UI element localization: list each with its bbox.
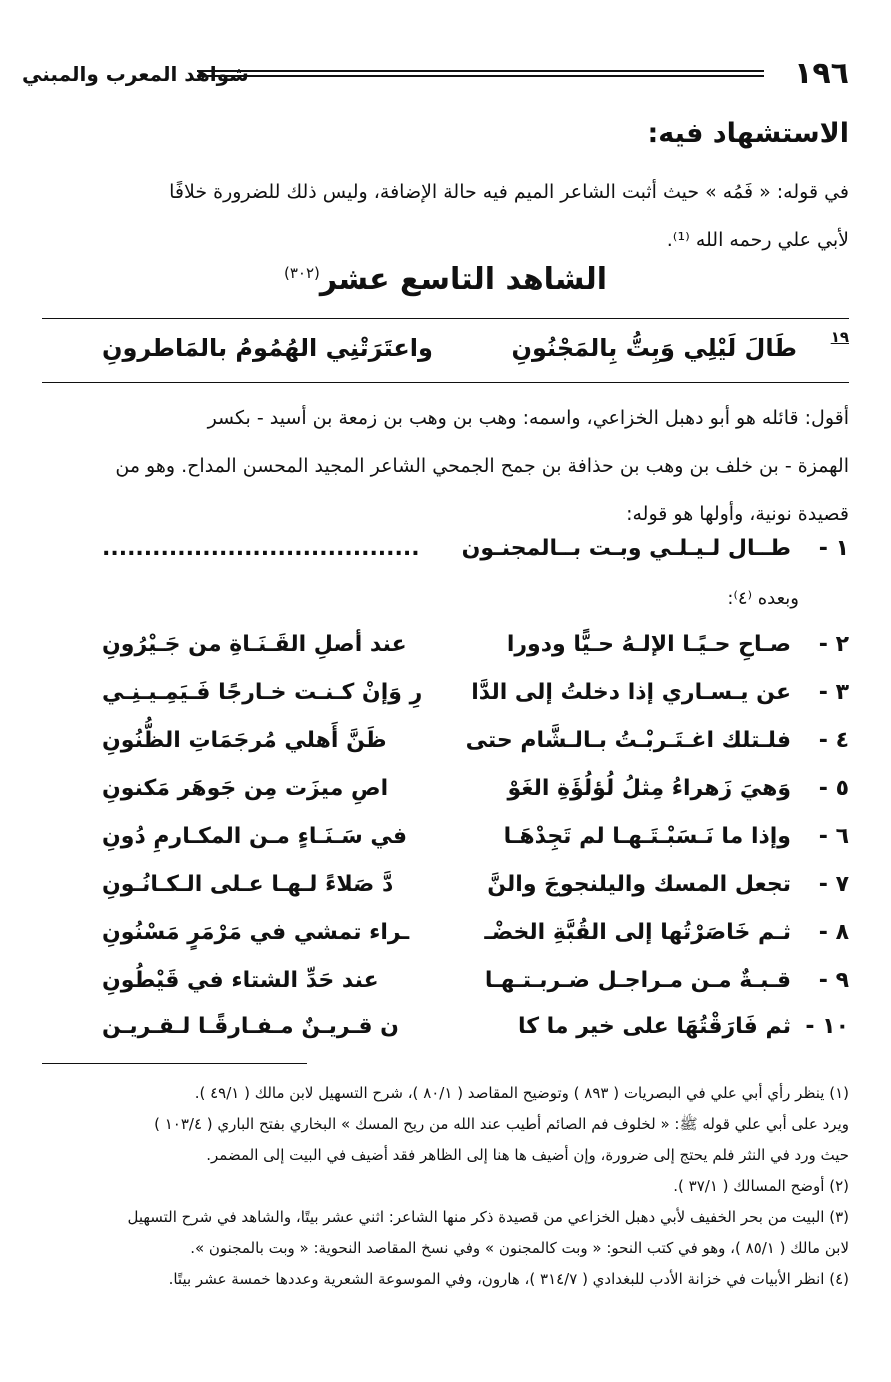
footnote-line: (٢) أوضح المسالك ( ٣٧/١ ). [673, 1177, 849, 1195]
shahid-title: الشاهد التاسع عشر [319, 262, 607, 297]
istishhad-line-1: في قوله: « فَمُه » حيث أثبت الشاعر الميم فيه حالة الإضافة، وليس ذلك للضرورة خلافًا [169, 181, 849, 203]
poem-line [42, 680, 849, 728]
poem-line-number: ١٠ - [805, 1014, 849, 1039]
poem-line [42, 1014, 849, 1062]
poem-hemistich-2: ن قـريـنٌ مـفـارقًـا لـقـريـن [102, 1014, 399, 1039]
poem-line-number: ٦ - [818, 824, 849, 849]
page-header [22, 54, 849, 94]
footnote-line: (١) ينظر رأي أبي علي في البصريات ( ٨٩٣ ) وتوضيح المقاصد ( ٨٠/١ )، شرح التسهيل لابن مالك ( ٤٩/١ ). [194, 1084, 849, 1102]
header-divider [197, 70, 764, 77]
poem-hemistich-2: دَّ صَلاءً لـهـا عـلى الـكـانُـونِ [102, 872, 394, 897]
poem-hemistich-1: فلـتلك اغـتَـربْـتُ بـالـشَّام حتى [465, 728, 791, 753]
poem-line [42, 824, 849, 872]
poem-line-number: ٨ - [818, 920, 849, 945]
verse-hemistich-1: طَالَ لَيْلِي وَبِتُّ بِالمَجْنُونِ [511, 334, 797, 362]
poem-hemistich-2: عند حَدِّ الشتاء في قَيْطُونِ [102, 968, 379, 993]
poem-hemistich-2: رِ وَإنْ كـنـت خـارجًا فَـيَمِـيـنِـي [102, 680, 423, 705]
poem-hemistich-1: عن يـسـاري إذا دخلتُ إلى الدَّا [471, 680, 791, 705]
poem-hemistich-1: طــال لـيـلـي وبـت بــالمجنـون [461, 536, 791, 561]
poem-line [42, 968, 849, 1016]
poem-line-number: ١ - [818, 536, 849, 561]
poem-hemistich-1: ثم فَارَقْتُهَا على خير ما كا [517, 1014, 791, 1039]
poem-hemistich-1: وإذا ما نَـسَبْـتَـهـا لم تَجِدْهَـا [503, 824, 791, 849]
footnotes [42, 1078, 849, 1295]
commentary-line-3: قصيدة نونية، وأولها هو قوله: [626, 503, 849, 525]
poem-hemistich-2: ظَنَّ أَهلي مُرجَمَاتِ الظُّنُونِ [102, 728, 387, 753]
istishhad-paragraph [42, 168, 849, 264]
poem-line-number: ٣ - [818, 680, 849, 705]
shahid-footnote-ref: (٣٠٢) [284, 264, 320, 282]
poem-line-number: ٥ - [818, 776, 849, 801]
running-title: شواهد المعرب والمبني [22, 62, 249, 86]
poem-line [42, 536, 849, 584]
verse-rule-bottom [42, 382, 849, 383]
poem-hemistich-2: عند أصلِ القَـنَـاةِ من جَـيْرُونِ [102, 632, 407, 657]
footnote-divider [42, 1063, 307, 1064]
poem-line [42, 872, 849, 920]
after-label: وبعده ⁽٤⁾: [727, 588, 799, 609]
poem-line-number: ٤ - [818, 728, 849, 753]
footnote-line: ويرد على أبي علي قوله ﷺ: « لخلوف فم الصائم أطيب عند الله من ريح المسك » البخاري بفتح الباري ( ١٠٣/٤ ) [154, 1115, 849, 1133]
poem-hemistich-2: اصِ ميزَت مِن جَوهَر مَكنونِ [102, 776, 389, 801]
page-number: ١٩٦ [794, 56, 849, 91]
commentary-line-1: أقول: قائله هو أبو دهبل الخزاعي، واسمه: وهب بن وهب بن زمعة بن أسيد - بكسر [207, 407, 849, 429]
verse-rule-top [42, 318, 849, 319]
section-heading: الاستشهاد فيه: [647, 118, 849, 149]
poem-hemistich-1: ثـم خَاصَرْتُها إلى القُبَّةِ الخضْـ [484, 920, 791, 945]
commentary-line-2: الهمزة - بن خلف بن وهب بن حذافة بن جمح الجمحي الشاعر المجيد المحسن المداح. وهو من [115, 455, 849, 477]
poem-hemistich-1: تجعل المسك واليلنجوجَ والنَّ [487, 872, 791, 897]
poem-hemistich-1: صـاحِ حـيًـا الإلـهُ حـيًّا ودورا [506, 632, 791, 657]
poem-line [42, 776, 849, 824]
poem-line [42, 632, 849, 680]
verse-hemistich-2: واعتَرَتْنِي الهُمُومُ بالمَاطرونِ [102, 334, 433, 362]
footnote-line: لابن مالك ( ٨٥/١ )، وهو في كتب النحو: « وبت كالمجنون » وفي نسخ المقاصد النحوية: « وبت بالمجنون ». [190, 1239, 849, 1257]
verse-number: ١٩ [830, 328, 849, 346]
commentary-paragraph [42, 394, 849, 538]
poem-hemistich-1: قـبـةٌ مـن مـراجـل ضـربـتـهـا [484, 968, 791, 993]
shahid-heading [0, 262, 891, 297]
poem-hemistich-1: وَهيَ زَهراءُ مِثلُ لُؤلُؤَةِ الغَوْ [507, 776, 791, 801]
poem-line [42, 728, 849, 776]
istishhad-line-2: لأبي علي رحمه الله ⁽¹⁾. [666, 229, 849, 251]
main-verse [42, 328, 849, 376]
footnote-line: (٤) انظر الأبيات في خزانة الأدب للبغدادي ( ٣١٤/٧ )، هارون، وفي الموسوعة الشعرية وعددها خمسة عشر بيتًا. [168, 1270, 849, 1288]
poem-line [42, 920, 849, 968]
poem-hemistich-2: ...................................... [102, 536, 420, 561]
poem-hemistich-2: ـراء تمشي في مَرْمَرٍ مَسْنُونِ [102, 920, 410, 945]
footnote-line: حيث ورد في النثر فلم يحتج إلى ضرورة، وإن أضيف ها هنا إلى الظاهر فقد أضيف في البيت إلى المضمر. [206, 1146, 849, 1164]
poem-line-number: ٢ - [818, 632, 849, 657]
poem-hemistich-2: في سَـنَـاءٍ مـن المكـارمِ دُونِ [102, 824, 408, 849]
poem-line-number: ٩ - [818, 968, 849, 993]
poem-line-number: ٧ - [818, 872, 849, 897]
footnote-line: (٣) البيت من بحر الخفيف لأبي دهبل الخزاعي من قصيدة ذكر منها الشاعر: اثني عشر بيتًا، والشاهد في شرح التسهيل [127, 1208, 849, 1226]
